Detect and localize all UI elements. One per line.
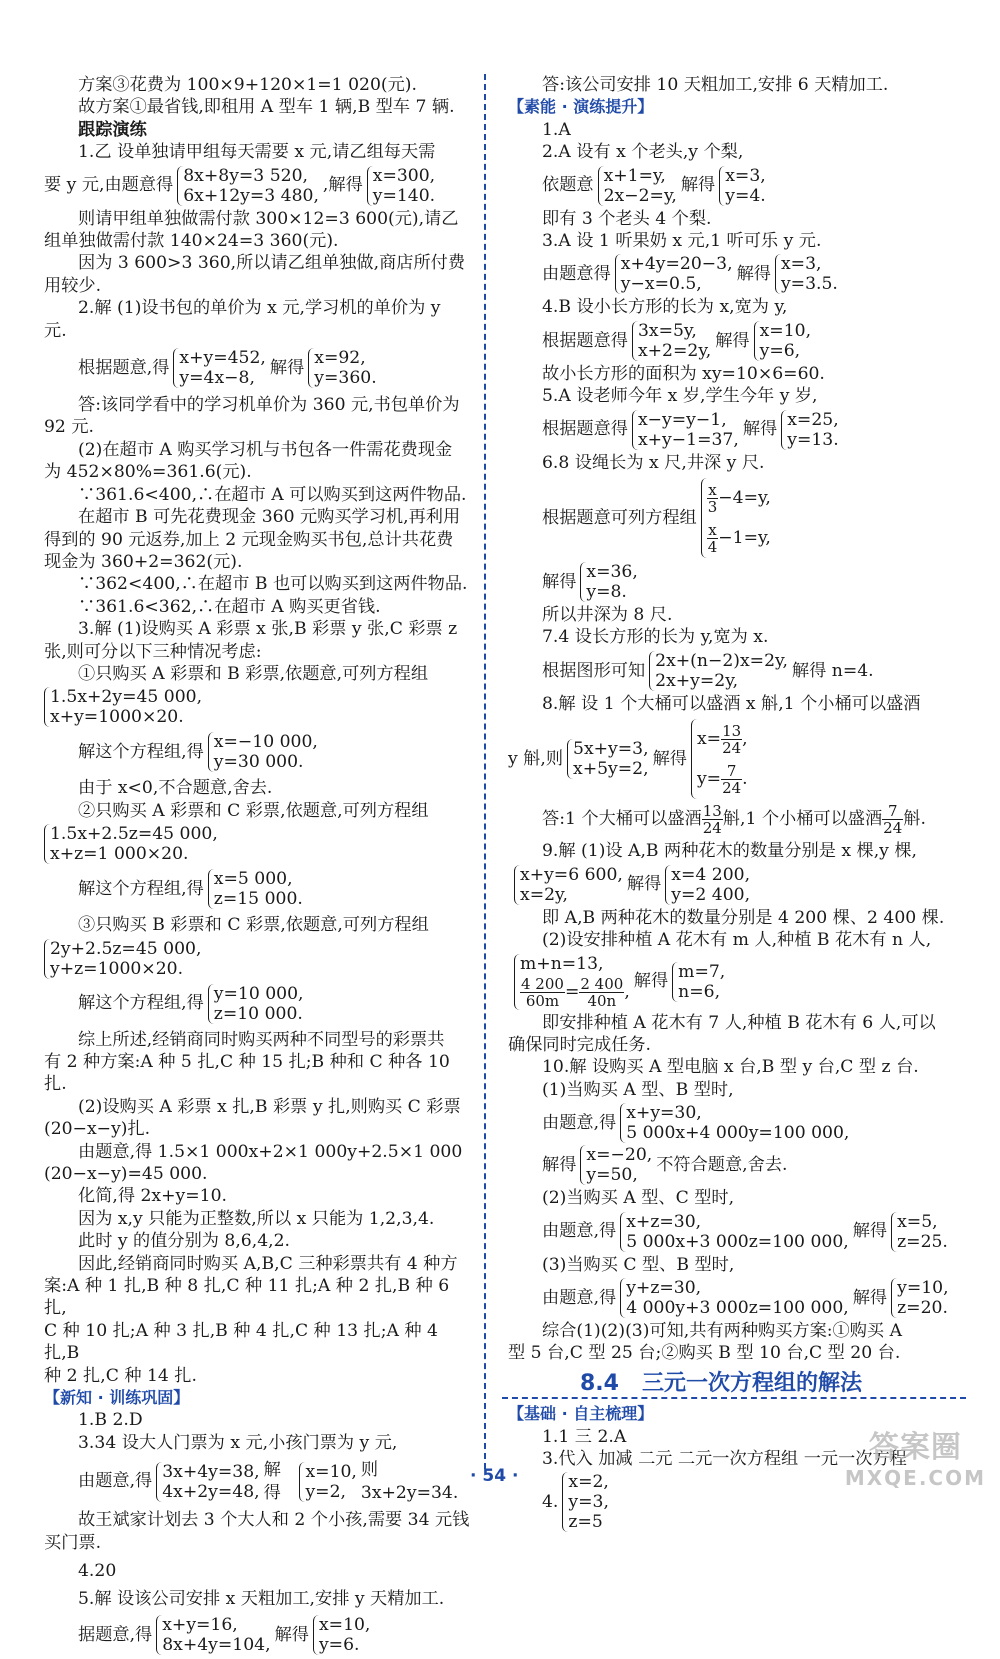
answer-line: 1.1 三 2.A — [542, 1426, 627, 1447]
answer-line: 1.A — [542, 119, 571, 140]
answer-line: 7.4 设长方形的长为 y,宽为 x. — [542, 627, 769, 648]
brace-system: 1.5x+2.5z=45 000, x+z=1 000×20. — [44, 824, 218, 864]
text-line: ①只购买 A 彩票和 B 彩票,依题意,可列方程组 — [78, 663, 429, 684]
equation-system: 由题意得 x+4y=20−3, y−x=0.5, 解得 x=3, y=3.5. — [542, 254, 838, 295]
text-line: ③只购买 B 彩票和 C 彩票,依题意,可列方程组 — [78, 915, 429, 936]
brace-solution: x=92, y=360. — [308, 348, 376, 388]
text-line: 确保同时完成任务. — [508, 1034, 651, 1055]
brace-solution: x=4 200, y=2 400, — [665, 865, 750, 905]
watermark-logo: 答案圈 MXQE.COM — [844, 1430, 986, 1490]
brace-solution: x=5, z=25. — [891, 1212, 948, 1252]
brace-solution: x= $\frac{13}{24}$ , y= $\frac{7}{24}$ . — [691, 719, 748, 799]
left-column — [44, 74, 472, 1659]
brace-solution: y=10, z=20. — [891, 1278, 948, 1318]
text-line: 化简,得 2x+y=10. — [78, 1186, 227, 1207]
text-line: 答:该公司安排 10 天粗加工,安排 6 天精加工. — [542, 75, 889, 95]
equation-system: 4. x=2, y=3, z=5 — [542, 1472, 609, 1533]
text-line: ∵361.6<400,∴在超市 A 可以购买到这两件物品. — [78, 484, 467, 505]
text-line: 综合(1)(2)(3)可知,共有两种购买方案:①购买 A — [542, 1320, 902, 1341]
text-line: 用较少. — [44, 275, 102, 296]
text-line: 即有 3 个老头 4 个梨. — [542, 208, 712, 229]
fraction: $\frac{2 400}{40n}$ — [580, 974, 624, 1010]
brace-solution: x=2, y=3, z=5 — [562, 1472, 609, 1532]
answer-text: 答:1 个大桶可以盛酒 $\frac{13}{24}$ 斛,1 个小桶可以盛酒 $\frac{7}{24}$ 斛. — [542, 802, 926, 838]
text-line: 因为 3 600>3 360,所以请乙组单独做,商店所付费 — [78, 253, 466, 274]
answer-line: 2.A 设有 x 个老头,y 个梨, — [542, 142, 744, 163]
text-line: (20−x−y)扎. — [44, 1119, 151, 1140]
text-line: ②只购买 A 彩票和 C 彩票,依题意,可列方程组 — [78, 800, 429, 821]
brace-solution: x=3, y=4. — [719, 166, 766, 206]
brace-solution: x=3, y=3.5. — [775, 254, 838, 294]
fraction: $\frac{13}{24}$ — [702, 802, 722, 838]
right-column — [508, 74, 966, 1534]
brace-solution: m=7, n=6, — [672, 962, 725, 1002]
brace-solution: x=10, y=6, — [754, 321, 811, 361]
answer-1-line: 1.乙 设单独请甲组每天需要 x 元,请乙组每天需 — [78, 142, 436, 163]
text-line: 故小长方形的面积为 xy=10×6=60. — [542, 363, 825, 384]
text-line: 现金为 360+2=362(元). — [44, 551, 243, 572]
fraction: $\frac{x}{4}$ — [707, 521, 718, 557]
brace-system: 2x+(n−2)x=2y, 2x+y=2y, — [649, 651, 788, 691]
answer-line: 4.B 设小长方形的长为 x,宽为 y, — [542, 297, 788, 318]
text-line: 答:该同学看中的学习机单价为 360 元,书包单价为 — [78, 395, 460, 416]
text-line: 有 2 种方案:A 种 5 扎,C 种 15 扎;B 种和 C 种各 10 扎. — [44, 1051, 450, 1095]
text-line: 故王斌家计划去 3 个大人和 2 个小孩,需要 34 元钱 — [78, 1510, 470, 1531]
brace-system: x+y=30, 5 000x+4 000y=100 000, — [620, 1103, 849, 1143]
equation-system: 由题意,得 y+z=30, 4 000y+3 000z=100 000, 解得 y=10, z=20. — [542, 1277, 949, 1318]
text-line: (1)当购买 A 型、B 型时, — [542, 1079, 734, 1100]
answer-2-line: 2.解 (1)设书包的单价为 x 元,学习机的单价为 y — [78, 298, 441, 319]
brace-system: 8x+8y=3 520, 6x+12y=3 480, — [177, 166, 319, 206]
equation-system: 由题意,得 x+z=30, 5 000x+3 000z=100 000, 解得 x=5, z=25. — [542, 1211, 948, 1252]
equation-system — [44, 824, 472, 864]
text-line: 由于 x<0,不合题意,舍去. — [78, 778, 273, 799]
equation-system: 解这个方程组,得 y=10 000, z=10 000. — [78, 983, 304, 1024]
brace-system: 5x+y=3, x+5y=2, — [567, 739, 649, 779]
brace-solution: x=−20, y=50, — [580, 1145, 652, 1185]
answer-line: 3.代入 加减 二元 二元一次方程组 一元一次方程 — [542, 1448, 907, 1469]
brace-system: x+1=y, 2x−2=y, — [598, 166, 677, 206]
text-line: 型 5 台,C 型 25 台;②购买 B 型 10 台,C 型 20 台. — [508, 1343, 901, 1364]
text-line: 因此,经销商同时购买 A,B,C 三种彩票共有 4 种方 — [78, 1253, 458, 1274]
equation-system: y 斛,则 5x+y=3, x+5y=2, 解得 x= $\frac{13}{24}$ , y= $\frac{7}{24}$ . — [508, 719, 966, 799]
text-line: 则请甲组单独做需付款 300×12=3 600(元),请乙 — [78, 208, 459, 229]
text-line: 由题意,得 1.5×1 000x+2×1 000y+2.5×1 000 — [78, 1141, 463, 1162]
equation-system: 要 y 元,由题意得 8x+8y=3 520, 6x+12y=3 480, ,解得 x=300, y=140. — [44, 165, 436, 206]
equation-system: m+n=13, $\frac{4 200}{60m}$ = $\frac{2 400}{40n}$ , 解得 m=7, n=6, — [508, 954, 966, 1010]
equation-system: 解这个方程组,得 x=5 000, z=15 000. — [78, 869, 303, 910]
text-line: 方案③花费为 100×9+120×1=1 020(元). — [78, 75, 417, 95]
text-line: 张,则可分以下三种情况考虑: — [44, 641, 262, 662]
brace-system: y+z=30, 4 000y+3 000z=100 000, — [620, 1278, 849, 1318]
equation-system: 据题意,得 x+y=16, 8x+4y=104, 解得 x=10, y=6. — [78, 1614, 371, 1655]
fraction: $\frac{13}{24}$ — [722, 722, 742, 758]
answer-3-line: 3.解 (1)设购买 A 彩票 x 张,B 彩票 y 张,C 彩票 z — [78, 619, 458, 640]
brace-system: x+z=30, 5 000x+3 000z=100 000, — [620, 1212, 849, 1252]
equation-system: 根据题意,得 x+y=452, y=4x−8, 解得 x=92, y=360. — [78, 348, 377, 389]
equation-system: 根据题意得 3x=5y, x+2=2y, 解得 x=10, y=6, — [542, 320, 812, 361]
answer-line: 5.A 设老师今年 x 岁,学生今年 y 岁, — [542, 386, 818, 407]
equation-system: 根据图形可知 2x+(n−2)x=2y, 2x+y=2y, 解得 n=4. — [542, 650, 874, 691]
section-heading-basic: 【基础 · 自主梳理】 — [508, 1404, 654, 1424]
answer-line: 8.解 设 1 个大桶可以盛酒 x 斛,1 个小桶可以盛酒 — [542, 693, 921, 714]
answer-line: 3.34 设大人门票为 x 元,小孩门票为 y 元, — [78, 1432, 398, 1453]
text-line: (2)在超市 A 购买学习机与书包各一件需花费现金 — [78, 439, 453, 460]
brace-solution: x=−10 000, y=30 000. — [208, 732, 318, 772]
text-line: 为 452×80%=361.6(元). — [44, 462, 252, 483]
brace-solution: x=300, y=140. — [367, 166, 435, 206]
chapter-number: 8.4 — [580, 1370, 619, 1396]
text-line: 元. — [44, 320, 67, 341]
text-line: 因为 x,y 只能为正整数,所以 x 只能为 1,2,3,4. — [78, 1208, 435, 1229]
chapter-heading — [502, 1369, 966, 1399]
brace-system: 1.5x+2y=45 000, x+y=1000×20. — [44, 687, 202, 727]
text-line: ∵361.6<362,∴在超市 A 购买更省钱. — [78, 596, 381, 617]
fraction: $\frac{7}{24}$ — [722, 762, 742, 798]
text-line: 此时 y 的值分别为 8,6,4,2. — [78, 1231, 291, 1252]
brace-system: x+y=6 600, x=2y, — [514, 865, 623, 905]
brace-system: x−y=y−1, x+y−1=37, — [632, 410, 739, 450]
text-line: 组单独做需付款 140×24=3 360(元). — [44, 231, 339, 252]
brace-solution: x=10, y=2, — [299, 1462, 356, 1502]
text-line: 综上所述,经销商同时购买两种不同型号的彩票共 — [78, 1029, 445, 1050]
text-line: 即 A,B 两种花木的数量分别是 4 200 棵、2 400 棵. — [542, 907, 945, 928]
text-line: 即安排种植 A 花木有 7 人,种植 B 花木有 6 人,可以 — [542, 1012, 936, 1033]
text-line: 得到的 90 元返券,加上 2 元现金购买书包,总计共花费 — [44, 529, 454, 550]
brace-solution: x=5 000, z=15 000. — [208, 869, 303, 909]
equation-system: 解这个方程组,得 x=−10 000, y=30 000. — [78, 732, 318, 773]
answer-line: 4.20 — [78, 1560, 117, 1581]
text-line: (3)当购买 C 型、B 型时, — [542, 1254, 735, 1275]
text-line: (2)设安排种植 A 花木有 m 人,种植 B 花木有 n 人, — [542, 930, 932, 951]
equation-system — [44, 939, 472, 979]
answer-line: 10.解 设购买 A 型电脑 x 台,B 型 y 台,C 型 z 台. — [542, 1057, 919, 1078]
text-line: (20−x−y)=45 000. — [44, 1164, 208, 1184]
equation-system: x+y=6 600, x=2y, 解得 x=4 200, y=2 400, — [508, 865, 966, 905]
equation-system: 由题意,得 x+y=30, 5 000x+4 000y=100 000, — [542, 1103, 850, 1144]
text-line: 在超市 B 可先花费现金 360 元购买学习机,再利用 — [78, 507, 461, 528]
text-line: (2)当购买 A 型、C 型时, — [542, 1188, 735, 1209]
equation-system: 由题意,得 3x+4y=38, 4x+2y=48, 解得 x=10, y=2, 则 3x+2y=34. — [78, 1460, 459, 1503]
brace-system: x+4y=20−3, y−x=0.5, — [615, 254, 733, 294]
text-line: (2)设购买 A 彩票 x 扎,B 彩票 y 扎,则购买 C 彩票 — [78, 1096, 461, 1117]
brace-system: x+y=452, y=4x−8, — [173, 348, 265, 388]
text-line: ∵362<400,∴在超市 B 也可以购买到这两件物品. — [78, 574, 468, 595]
section-heading-track: 跟踪演练 — [78, 119, 147, 140]
brace-solution: x=25, y=13. — [781, 410, 838, 450]
brace-system: m+n=13, $\frac{4 200}{60m}$ = $\frac{2 400}{40n}$ , — [514, 954, 630, 1010]
answer-line: 6.8 设绳长为 x 尺,井深 y 尺. — [542, 452, 765, 473]
equation-system: 根据题意得 x−y=y−1, x+y−1=37, 解得 x=25, y=13. — [542, 409, 839, 450]
text-line: 案:A 种 1 扎,B 种 8 扎,C 种 11 扎;A 种 2 扎,B 种 6 扎, — [44, 1276, 450, 1319]
text-line: 种 2 扎,C 种 14 扎. — [44, 1365, 197, 1386]
text-line: C 种 10 扎;A 种 3 扎,B 种 4 扎,C 种 13 扎;A 种 4 扎,B — [44, 1320, 438, 1364]
answer-line: 3.A 设 1 听果奶 x 元,1 听可乐 y 元. — [542, 231, 822, 252]
equation-system: 解得 x=−20, y=50, 不符合题意,舍去. — [542, 1145, 788, 1186]
text-line: 所以井深为 8 尺. — [542, 605, 673, 626]
equation-system — [44, 687, 472, 727]
answer-line: 5.解 设该公司安排 x 天粗加工,安排 y 天精加工. — [78, 1589, 445, 1610]
text-line: 故方案①最省钱,即租用 A 型车 1 辆,B 型车 7 辆. — [78, 97, 455, 118]
section-heading-new: 【新知 · 训练巩固】 — [44, 1388, 190, 1408]
brace-system: x+y=16, 8x+4y=104, — [156, 1615, 270, 1655]
brace-system: 2y+2.5z=45 000, y+z=1000×20. — [44, 939, 201, 979]
equation-system: 根据题意可列方程组 $\frac{x}{3}$ −4=y, $\frac{x}{4}$ −1=y, — [508, 478, 966, 558]
text-line: 买门票. — [44, 1532, 102, 1553]
column-divider — [484, 74, 486, 1469]
equation-system: 依题意 x+1=y, 2x−2=y, 解得 x=3, y=4. — [542, 165, 766, 206]
brace-system: $\frac{x}{3}$ −4=y, $\frac{x}{4}$ −1=y, — [701, 478, 771, 558]
fraction: $\frac{4 200}{60m}$ — [521, 974, 564, 1010]
brace-solution: y=10 000, z=10 000. — [208, 984, 304, 1024]
brace-system: 3x+4y=38, 4x+2y=48, — [156, 1462, 259, 1502]
equation-system: 解得 x=36, y=8. — [542, 562, 638, 603]
chapter-title: 三元一次方程组的解法 — [641, 1370, 862, 1396]
answer-line: 1.B 2.D — [78, 1410, 143, 1431]
page-number: · 54 · — [470, 1466, 519, 1486]
brace-solution: x=36, y=8. — [580, 562, 637, 602]
section-heading-skill: 【素能 · 演练提升】 — [508, 97, 654, 117]
brace-system: 3x=5y, x+2=2y, — [632, 321, 711, 361]
fraction: $\frac{x}{3}$ — [707, 481, 718, 517]
answer-line: 9.解 (1)设 A,B 两种花木的数量分别是 x 棵,y 棵, — [542, 841, 917, 862]
text-line: 92 元. — [44, 417, 94, 438]
brace-solution: x=10, y=6. — [313, 1615, 370, 1655]
fraction: $\frac{7}{24}$ — [883, 802, 903, 838]
